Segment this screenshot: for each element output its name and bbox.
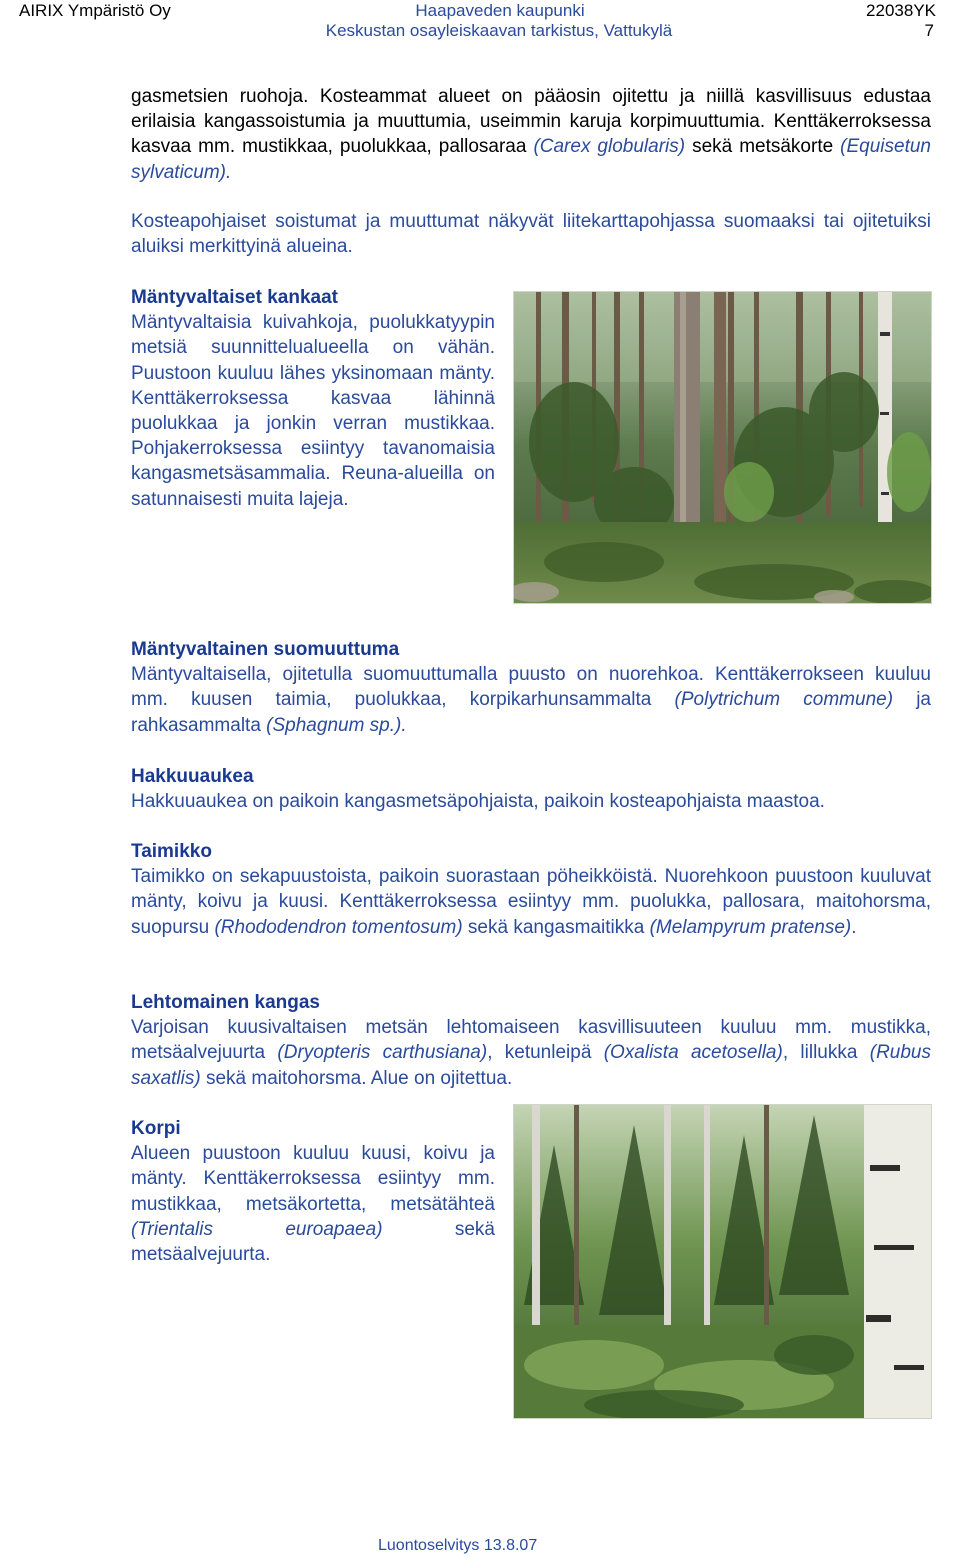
species-name: (Rubus saxatlis): [131, 1042, 931, 1089]
page-footer: Luontoselvitys 13.8.07: [378, 1537, 538, 1554]
section-body: Taimikko on sekapuustoista, paikoin suorastaan pöheikköistä. Nuorehkoon puustoon kuuluvat mänty, koivu ja kuusi. Kenttäkerroksessa esiintyy mm. puolukka, pallosara, maitohorsma, suopursu (Rhododendron tomentosum) sekä kangasmaitikka (Melampyrum pratense).: [131, 866, 931, 938]
species-name: (Trientalis euroapaea): [131, 1218, 383, 1240]
section-body: Varjoisan kuusivaltaisen metsän lehtomaiseen kasvillisuuteen kuuluu mm. mustikka, metsäalvejuurta (Dryopteris carthusiana), ketunleipä (Oxalista acetosella), lillukka (Rubus saxatlis) sekä maitohorsma. Alue on ojitettua.: [131, 1017, 931, 1089]
species-name: (Equisetun sylvaticum).: [131, 136, 931, 183]
species-name: (Oxalista acetosella): [603, 1042, 783, 1064]
section-body: Mäntyvaltaisella, ojitetulla suomuuttumalla puusto on nuorehkoa. Kenttäkerrokseen kuuluu mm. kuusen taimia, puolukkaa, korpikarhunsammalta (Polytrichum commune) ja rahkasammalta (Sphagnum sp.).: [131, 664, 931, 736]
section-lehtomainen: [131, 990, 931, 1091]
project-title: Keskustan osayleiskaavan tarkistus, Vattukylä: [325, 21, 673, 40]
project-code: 22038YK: [866, 1, 936, 20]
intro-paragraph-1: gasmetsien ruohoja. Kosteammat alueet on pääosin ojitettu ja niillä kasvillisuus edustaa erilaisia kangassoistumia ja muuttumia, useimmin karuja korpimuuttumia. Kenttäkerroksessa kasvaa mm. mustikkaa, puolukkaa, pallosaraa (Carex globularis) sekä metsäkorte (Equisetun sylvaticum).: [131, 86, 931, 183]
species-name: (Sphagnum sp.).: [266, 714, 407, 736]
section-heading: Mäntyvaltainen suomuuttuma: [131, 639, 400, 660]
pine-forest-photo: [513, 291, 932, 604]
spruce-forest-image: [514, 1105, 931, 1418]
client-name: Haapaveden kaupunki: [415, 1, 585, 20]
intro-paragraph-2: Kosteapohjaiset soistumat ja muuttumat näkyvät liitekarttapohjassa suomaaksi tai ojitetuiksi aluiksi merkittyinä alueina.: [131, 211, 931, 258]
section-heading: Mäntyvaltaiset kankaat: [131, 287, 338, 308]
company-name: AIRIX Ympäristö Oy: [19, 1, 171, 20]
section-hakkuuaukea: [131, 764, 931, 814]
species-name: (Dryopteris carthusiana): [277, 1042, 488, 1064]
spruce-forest-photo: [513, 1104, 932, 1419]
species-name: (Melampyrum pratense): [649, 916, 852, 938]
section-mantykankaat: [131, 285, 495, 512]
species-name: (Rhododendron tomentosum): [214, 916, 463, 938]
section-heading: Korpi: [131, 1118, 181, 1139]
page-header: [0, 0, 960, 44]
section-suomuuttuma: [131, 637, 931, 738]
section-korpi: [131, 1116, 495, 1267]
section-body: Mäntyvaltaisia kuivahkoja, puolukkatyypin metsiä suunnittelualueella on vähän. Puustoon kuuluu lähes yksinomaan mänty. Kenttäkerroksessa kasvaa lähinnä puolukkaa ja jonkin verran mustikkaa. Pohjakerroksessa esiintyy tavanomaisia kangasmetsäsammalia. Reuna-alueilla on satunnaisesti muita lajeja.: [131, 312, 495, 510]
section-heading: Lehtomainen kangas: [131, 992, 320, 1013]
page-number: 7: [924, 21, 934, 40]
species-name: (Carex globularis): [533, 136, 686, 158]
section-taimikko: [131, 839, 931, 940]
section-body: Hakkuuaukea on paikoin kangasmetsäpohjaista, paikoin kosteapohjaista maastoa.: [131, 791, 825, 813]
section-body: Alueen puustoon kuuluu kuusi, koivu ja mänty. Kenttäkerroksessa esiintyy mm. mustikkaa, metsäkortetta, metsätähteä (Trientalis euroapaea) sekä metsäalvejuurta.: [131, 1143, 495, 1266]
species-name: (Polytrichum commune): [674, 689, 894, 711]
pine-forest-image: [514, 292, 931, 603]
section-heading: Taimikko: [131, 841, 212, 862]
section-heading: Hakkuuaukea: [131, 766, 254, 787]
